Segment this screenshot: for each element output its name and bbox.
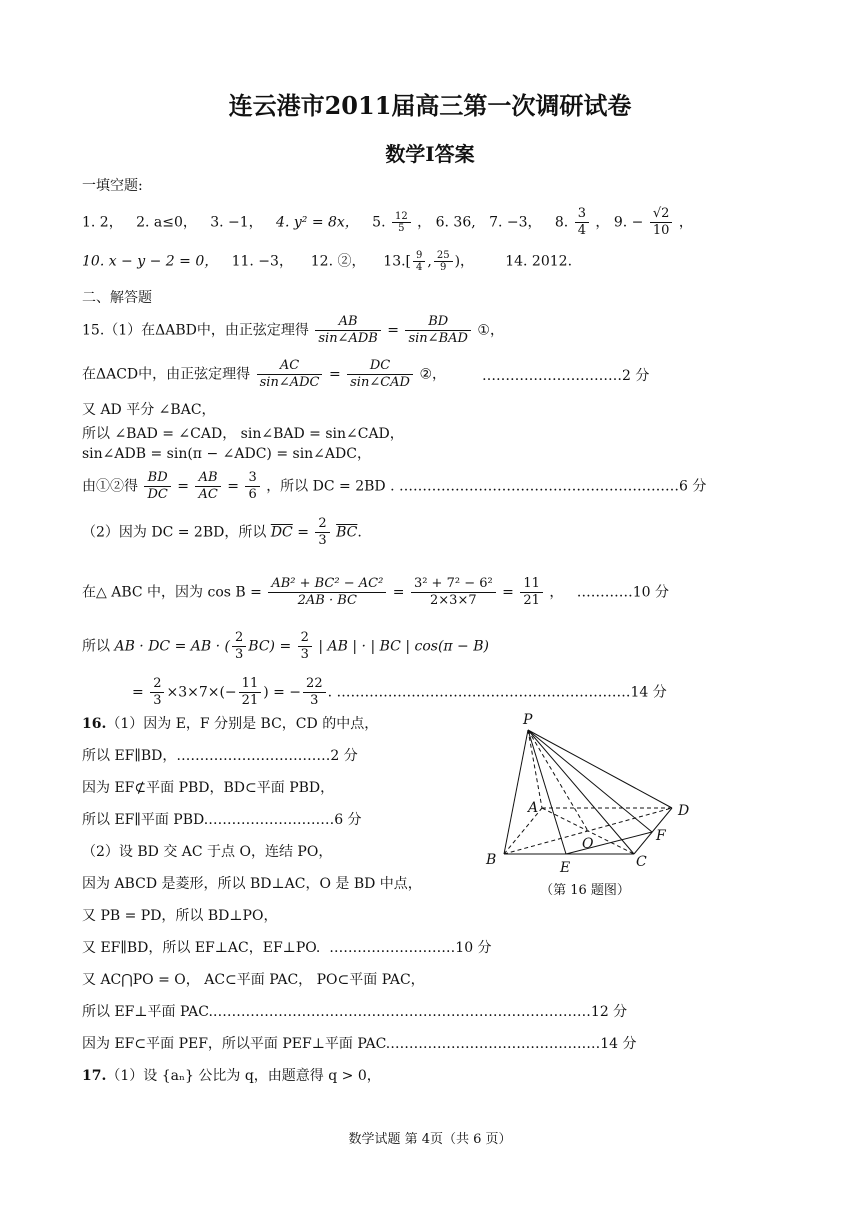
answer-13-fraction-2: $\frac{25}{9}$ — [434, 250, 453, 273]
q15-l8-eq2: = — [502, 584, 514, 601]
q16-line-8 — [82, 938, 492, 958]
q16-score-2: ……………………………2 分 — [176, 748, 358, 764]
q15-l8-eq: = — [392, 584, 405, 601]
q15-score-6: ……………………………………………………6 分 — [398, 478, 707, 495]
answer-12: 12. ②， — [310, 253, 366, 270]
q17-line-1 — [82, 1066, 381, 1086]
q15-l8-text: 在△ ABC 中，因为 cos B = — [82, 584, 262, 601]
q15-l6-eq2: = — [227, 478, 239, 495]
edge-pd — [528, 730, 672, 808]
label-a: A — [528, 800, 539, 816]
edge-pf — [528, 730, 652, 832]
answers-row-2 — [82, 250, 572, 273]
q15-l2-eq: = — [328, 366, 341, 383]
label-p: P — [523, 712, 533, 728]
q15-l6-suffix: ，所以 DC = 2BD . — [266, 478, 395, 495]
answer-5-prefix: 5. — [372, 214, 386, 231]
q15-l2-suffix: ②， — [419, 366, 446, 383]
label-d: D — [678, 803, 690, 819]
q15-l1-frac-1: $\frac{AB}{\text{sin∠ADB}}$ — [315, 314, 380, 347]
q15-l9-expr: AB · DC = AB · ( — [114, 638, 230, 655]
label-o: O — [582, 836, 594, 852]
q16-score-14: ………………………………………14 分 — [390, 1036, 637, 1052]
answer-7: 7. −3， — [489, 214, 542, 231]
answer-8-prefix: 8. — [554, 214, 569, 231]
q15-score-2: …………………………2 分 — [482, 368, 650, 384]
q15-l8-frac-2: $\frac{\text{3² + 7² − 6²}}{2\times 3\times 7}$ — [411, 576, 496, 609]
q15-l7-suffix: . — [357, 524, 362, 541]
label-c: C — [636, 854, 647, 870]
q16-number: 16. — [82, 716, 107, 732]
q15-l9-text: 所以 — [82, 638, 110, 655]
q15-l10-suffix: . — [327, 684, 333, 701]
answer-2: 2. a≤0， — [136, 214, 197, 231]
q16-score-6: ………………………6 分 — [208, 812, 362, 828]
answer-8-fraction: $\frac{3}{4}$ — [575, 206, 589, 239]
q16-line-6: 因为 ABCD 是菱形，所以 BD⊥AC，O 是 BD 中点， — [82, 876, 422, 892]
q16-l2-text: 所以 EF∥BD， — [82, 748, 177, 764]
q15-l10-mid: ×3×7×(− — [166, 684, 237, 701]
q15-l10-frac-1: $\frac{2}{3}$ — [150, 676, 164, 709]
q16-l4-text: 所以 EF∥平面 PBD. — [82, 812, 209, 828]
label-b: B — [486, 852, 497, 868]
answer-5-fraction: $\frac{12}{5}$ — [392, 211, 411, 234]
edge-cd — [634, 808, 672, 854]
q17-number: 17. — [82, 1068, 107, 1084]
q15-line-3: 又 AD 平分 ∠BAC， — [82, 402, 216, 418]
q15-score-10: …………10 分 — [576, 584, 669, 601]
answer-9-suffix: ， — [678, 214, 693, 231]
page-title: 连云港市2011届高三第一次调研试卷 — [228, 91, 632, 120]
q15-line-1 — [82, 314, 504, 347]
q15-line-9 — [82, 630, 489, 663]
answer-1: 1. 2， — [82, 214, 123, 231]
q15-l6-frac-1: $\frac{BD}{DC}$ — [144, 470, 170, 503]
answer-13-sep: , — [427, 253, 432, 270]
q16-line-11 — [82, 1034, 637, 1054]
q16-line-7: 又 PB = PD，所以 BD⊥PO， — [82, 908, 278, 924]
label-e: E — [560, 860, 571, 876]
q16-l11-text: 因为 EF⊂平面 PEF，所以平面 PEF⊥平面 PAC. — [82, 1036, 391, 1052]
answer-9-prefix: ， 9. − — [595, 214, 644, 231]
q16-l10-text: 所以 EF⊥平面 PAC. — [82, 1004, 213, 1020]
answer-10: 10. x − y − 2 = 0， — [82, 253, 219, 270]
label-f: F — [656, 828, 666, 844]
q15-line-5: sin∠ADB = sin(π − ∠ADC) = sin∠ADC， — [82, 446, 371, 462]
section-solve-heading: 二、解答题 — [82, 290, 152, 306]
q15-l7-frac: $\frac{2}{3}$ — [315, 516, 329, 549]
page-footer: 数学试题 第 4页（共 6 页） — [348, 1132, 512, 1147]
q15-l10-frac-2: $\frac{11}{21}$ — [239, 676, 262, 709]
figure-caption: （第 16 题图） — [540, 883, 630, 898]
answers-row-1 — [82, 206, 693, 239]
section-fill-heading: 一填空题: — [82, 178, 143, 194]
q15-line-10 — [132, 676, 667, 709]
answer-13-prefix: 13.[ — [383, 253, 412, 270]
answer-6: ， 6. 36, — [417, 214, 476, 231]
q15-l10-eq: = — [132, 684, 144, 701]
q15-l6-frac-3: $\frac{3}{6}$ — [245, 470, 259, 503]
q15-l6-eq1: = — [177, 478, 190, 495]
q15-l8-suffix: ， — [549, 584, 564, 601]
q17-l1-text: （1）设 {aₙ} 公比为 q，由题意得 q > 0， — [106, 1068, 381, 1084]
q15-l1-suffix: ①， — [477, 322, 504, 339]
q16-l1-text: （1）因为 E，F 分别是 BC，CD 的中点， — [106, 716, 379, 732]
q15-l1-frac-2: $\frac{BD}{\text{sin∠BAD}}$ — [405, 314, 470, 347]
q15-l1-text: 15.（1）在ΔABD中，由正弦定理得 — [82, 322, 309, 339]
q15-l9-suffix: | AB | · | BC | cos(π − B) — [318, 638, 489, 655]
q15-l7-vec-bc: $\overline{BC}$ — [336, 524, 358, 541]
q16-line-5: （2）设 BD 交 AC 于点 O，连结 PO， — [82, 844, 333, 860]
q15-l2-text: 在ΔACD中，由正弦定理得 — [82, 366, 251, 383]
q16-score-10: ………………………10 分 — [329, 940, 492, 956]
q15-l2-frac-2: $\frac{DC}{\text{sin∠CAD}}$ — [347, 358, 413, 391]
q16-line-3: 因为 EF⊄平面 PBD，BD⊂平面 PBD， — [82, 780, 335, 796]
pyramid-figure — [480, 712, 700, 902]
q15-l9-frac-1: $\frac{2}{3}$ — [232, 630, 246, 663]
q15-l6-frac-2: $\frac{AB}{AC}$ — [195, 470, 220, 503]
q15-line-7 — [82, 516, 362, 549]
q15-l7-eq: = — [297, 524, 309, 541]
answer-3: 3. −1， — [210, 214, 263, 231]
q16-score-12: ………………………………………………………………………12 分 — [212, 1004, 628, 1020]
answer-4: 4. y² = 8x， — [276, 214, 359, 231]
answer-13-fraction-1: $\frac{9}{4}$ — [413, 250, 425, 273]
q15-line-4: 所以 ∠BAD = ∠CAD， sin∠BAD = sin∠CAD， — [82, 426, 404, 442]
answer-11: 11. −3， — [231, 253, 293, 270]
q15-l1-eq: = — [387, 322, 400, 339]
q15-l2-frac-1: $\frac{AC}{\text{sin∠ADC}}$ — [257, 358, 323, 391]
q16-line-10 — [82, 1002, 627, 1022]
q15-l10-mid2: ) = − — [263, 684, 302, 701]
q15-line-2 — [82, 358, 446, 391]
q16-line-1 — [82, 714, 378, 734]
page-subtitle: 数学Ⅰ答案 — [385, 142, 475, 166]
answer-9-fraction: $\frac{√2}{10}$ — [650, 206, 673, 239]
q16-line-2 — [82, 746, 358, 766]
edge-pe — [528, 730, 566, 854]
q15-l9-frac-2: $\frac{2}{3}$ — [298, 630, 312, 663]
q15-l7-text: （2）因为 DC = 2BD，所以 — [82, 524, 267, 541]
answer-13-suffix: )， — [454, 253, 475, 270]
edge-pc — [528, 730, 634, 854]
q15-l8-frac-3: $\frac{11}{21}$ — [520, 576, 543, 609]
q15-l9-mid: BC) = — [248, 638, 292, 655]
answer-14: 14. 2012. — [505, 253, 573, 270]
q16-line-4 — [82, 810, 362, 830]
q15-score-14: ………………………………………………………14 分 — [336, 684, 667, 701]
q16-line-9: 又 AC⋂PO = O， AC⊂平面 PAC， PO⊂平面 PAC， — [82, 972, 425, 988]
edge-ef — [566, 832, 652, 854]
q16-l8-text: 又 EF∥BD，所以 EF⊥AC，EF⊥PO. — [82, 940, 321, 956]
q15-l7-vec-dc: $\overline{DC}$ — [270, 524, 293, 541]
q15-line-8 — [82, 576, 669, 609]
q15-l6-text: 由①②得 — [82, 478, 138, 495]
q15-l8-frac-1: $\frac{\text{AB² + BC² − AC²}}{2AB \cdot BC}$ — [268, 576, 386, 609]
edge-pb — [504, 730, 528, 854]
q15-line-6 — [82, 470, 706, 503]
q15-l10-frac-3: $\frac{22}{3}$ — [303, 676, 326, 709]
